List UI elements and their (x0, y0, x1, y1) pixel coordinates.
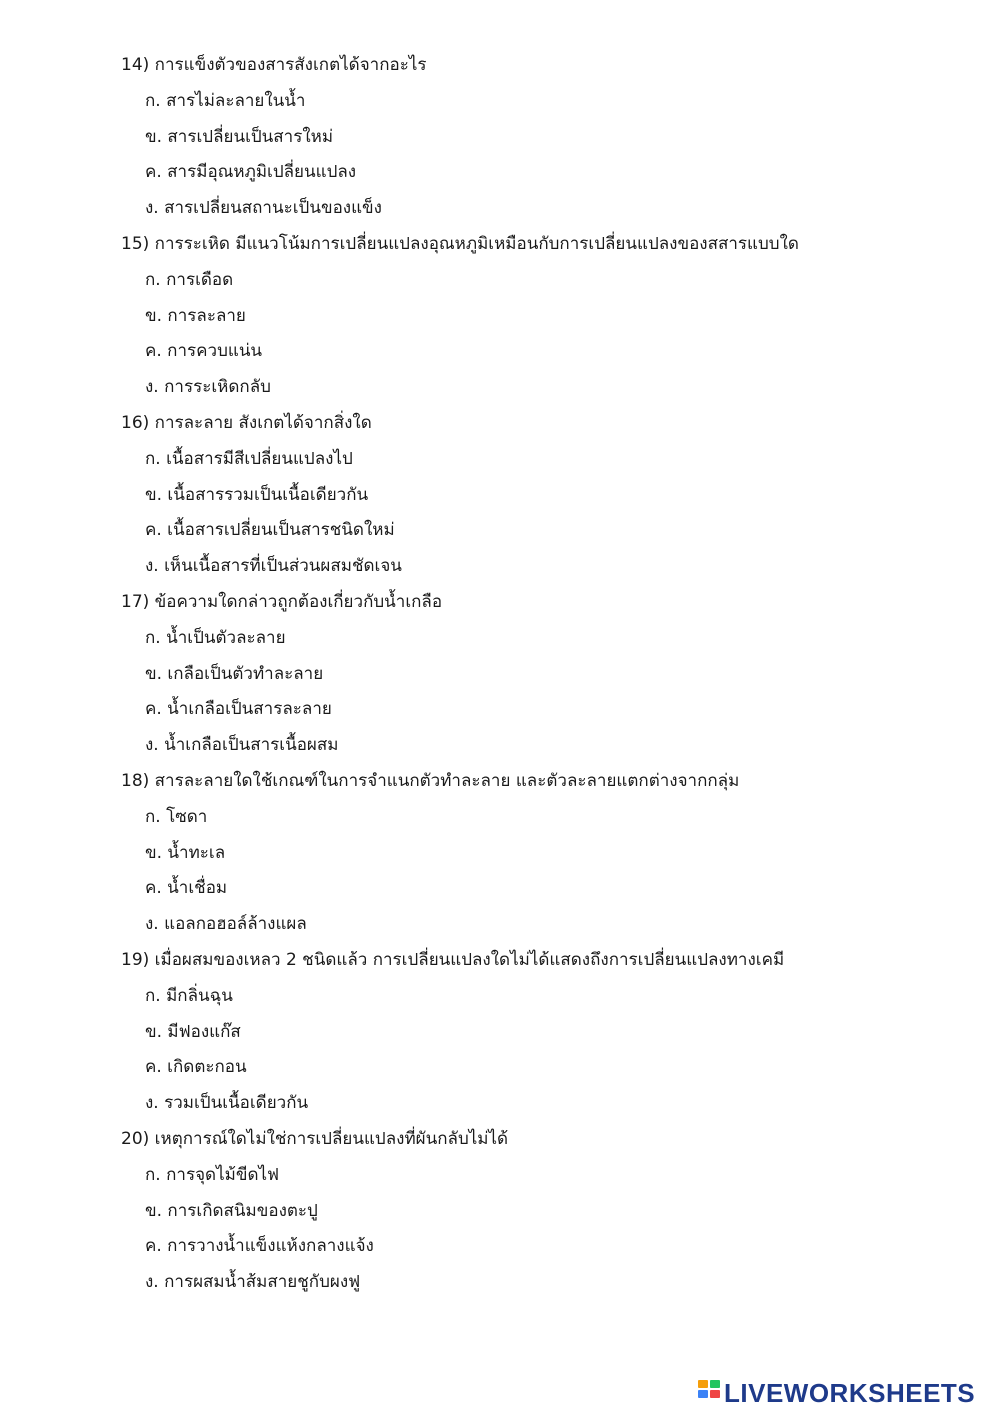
answer-option: ก. โซดา (145, 806, 208, 827)
question-number: 14) (121, 55, 150, 75)
question-prompt: เหตุการณ์ใดไม่ใช่การเปลี่ยนแปลงที่ผันกลับไม่ได้ (154, 1129, 509, 1149)
answer-option: ก. การเดือด (145, 269, 234, 290)
answer-option: ก. มีกลิ่นฉุน (145, 985, 233, 1006)
question-text (121, 412, 372, 434)
answer-option: ก. น้ำเป็นตัวละลาย (145, 627, 286, 648)
question-prompt: เมื่อผสมของเหลว 2 ชนิดแล้ว การเปลี่ยนแปลงใดไม่ได้แสดงถึงการเปลี่ยนแปลงทางเคมี (154, 950, 785, 970)
question-number: 15) (121, 234, 150, 254)
answer-option: ง. แอลกอฮอล์ล้างแผล (145, 914, 307, 935)
question-prompt: ข้อความใดกล่าวถูกต้องเกี่ยวกับน้ำเกลือ (154, 592, 443, 612)
answer-option: ก. สารไม่ละลายในน้ำ (145, 90, 306, 111)
question-text (121, 770, 739, 792)
answer-option: ง. การระเหิดกลับ (145, 377, 271, 398)
answer-option: ข. การเกิดสนิมของตะปู (145, 1200, 318, 1221)
question-text (121, 1128, 508, 1150)
answer-option: ข. เนื้อสารรวมเป็นเนื้อเดียวกัน (145, 484, 369, 505)
question-text (121, 54, 427, 76)
answer-option: ข. น้ำทะเล (145, 842, 226, 863)
answer-option: ข. การละลาย (145, 305, 246, 326)
question-number: 20) (121, 1129, 150, 1149)
answer-option: ค. น้ำเกลือเป็นสารละลาย (145, 699, 332, 720)
answer-option: ข. มีฟองแก๊ส (145, 1021, 241, 1042)
answer-option: ง. การผสมน้ำส้มสายชูกับผงฟู (145, 1272, 361, 1293)
question-prompt: การแข็งตัวของสารสังเกตได้จากอะไร (154, 55, 427, 75)
question-number: 19) (121, 950, 150, 970)
answer-option: ค. เนื้อสารเปลี่ยนเป็นสารชนิดใหม่ (145, 520, 395, 541)
question-number: 17) (121, 592, 150, 612)
question-text (121, 949, 784, 971)
logo-mark-icon (698, 1380, 720, 1407)
answer-option: ค. สารมีอุณหภูมิเปลี่ยนแปลง (145, 162, 357, 183)
answer-option: ง. เห็นเนื้อสารที่เป็นส่วนผสมชัดเจน (145, 556, 402, 577)
question-number: 16) (121, 413, 150, 433)
answer-option: ข. สารเปลี่ยนเป็นสารใหม่ (145, 126, 334, 147)
answer-option: ง. รวมเป็นเนื้อเดียวกัน (145, 1093, 309, 1114)
question-text (121, 233, 799, 255)
answer-option: ค. การควบแน่น (145, 341, 263, 362)
liveworksheets-logo (698, 1378, 975, 1408)
question-text (121, 591, 442, 613)
answer-option: ง. น้ำเกลือเป็นสารเนื้อผสม (145, 735, 339, 756)
answer-option: ข. เกลือเป็นตัวทำละลาย (145, 663, 324, 684)
answer-option: ค. น้ำเชื่อม (145, 878, 228, 899)
question-number: 18) (121, 771, 150, 791)
answer-option: ง. สารเปลี่ยนสถานะเป็นของแข็ง (145, 198, 382, 219)
answer-option: ก. การจุดไม้ขีดไฟ (145, 1164, 280, 1185)
answer-option: ค. การวางน้ำแข็งแห้งกลางแจ้ง (145, 1236, 374, 1257)
logo-text: LIVEWORKSHEETS (724, 1378, 976, 1408)
answer-option: ก. เนื้อสารมีสีเปลี่ยนแปลงไป (145, 448, 353, 469)
answer-option: ค. เกิดตะกอน (145, 1057, 247, 1078)
question-prompt: การระเหิด มีแนวโน้มการเปลี่ยนแปลงอุณหภูมิเหมือนกับการเปลี่ยนแปลงของสสารแบบใด (154, 234, 799, 254)
question-prompt: สารละลายใดใช้เกณฑ์ในการจำแนกตัวทำละลาย และตัวละลายแตกต่างจากกลุ่ม (154, 771, 740, 791)
question-prompt: การละลาย สังเกตได้จากสิ่งใด (154, 413, 372, 433)
